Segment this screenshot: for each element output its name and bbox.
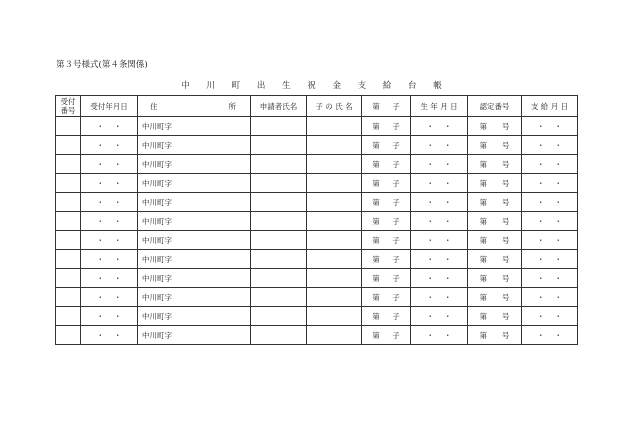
receipt-number-cell[interactable] xyxy=(56,117,81,136)
applicant-name-cell[interactable] xyxy=(251,212,307,231)
child-name-cell[interactable] xyxy=(307,250,362,269)
payment-date-cell[interactable]: ・・ xyxy=(522,136,578,155)
birth-order-cell[interactable]: 第 子 xyxy=(362,231,411,250)
address-cell[interactable]: 中川町字 xyxy=(138,117,251,136)
receipt-number-cell[interactable] xyxy=(56,269,81,288)
ledger-row xyxy=(56,212,578,231)
header-receipt-date: 受付年月日 xyxy=(81,96,138,117)
header-row xyxy=(56,96,578,117)
address-cell[interactable]: 中川町字 xyxy=(138,250,251,269)
child-name-cell[interactable] xyxy=(307,307,362,326)
receipt-number-cell[interactable] xyxy=(56,155,81,174)
birth-order-cell[interactable]: 第 子 xyxy=(362,136,411,155)
child-name-cell[interactable] xyxy=(307,212,362,231)
receipt-date-cell[interactable]: ・・ xyxy=(81,250,138,269)
approval-number-cell[interactable]: 第 号 xyxy=(468,288,522,307)
approval-number-cell[interactable]: 第 号 xyxy=(468,212,522,231)
birth-order-cell[interactable]: 第 子 xyxy=(362,193,411,212)
birth-date-cell[interactable]: ・・ xyxy=(411,250,468,269)
receipt-date-cell[interactable]: ・・ xyxy=(81,288,138,307)
birth-date-cell[interactable]: ・・ xyxy=(411,155,468,174)
approval-number-cell[interactable]: 第 号 xyxy=(468,326,522,345)
ledger-row xyxy=(56,155,578,174)
ledger-row xyxy=(56,288,578,307)
payment-date-cell[interactable]: ・・ xyxy=(522,307,578,326)
child-name-cell[interactable] xyxy=(307,193,362,212)
ledger-row xyxy=(56,136,578,155)
ledger-row xyxy=(56,269,578,288)
receipt-number-cell[interactable] xyxy=(56,174,81,193)
address-cell[interactable]: 中川町字 xyxy=(138,193,251,212)
header-applicant-name: 申請者氏名 xyxy=(251,96,307,117)
header-birth-date: 生 年 月 日 xyxy=(411,96,468,117)
ledger-table xyxy=(55,95,578,345)
ledger-row xyxy=(56,231,578,250)
form-number: 第３号様式(第４条関係) xyxy=(56,60,148,70)
birth-date-cell[interactable]: ・・ xyxy=(411,307,468,326)
header-birth-order xyxy=(362,96,411,117)
approval-number-cell[interactable]: 第 号 xyxy=(468,231,522,250)
payment-date-cell[interactable]: ・・ xyxy=(522,326,578,345)
receipt-number-cell[interactable] xyxy=(56,193,81,212)
receipt-number-cell[interactable] xyxy=(56,307,81,326)
applicant-name-cell[interactable] xyxy=(251,288,307,307)
approval-number-cell[interactable]: 第 号 xyxy=(468,307,522,326)
applicant-name-cell[interactable] xyxy=(251,307,307,326)
birth-date-cell[interactable]: ・・ xyxy=(411,269,468,288)
ledger-body xyxy=(56,117,578,345)
payment-date-cell[interactable]: ・・ xyxy=(522,212,578,231)
birth-order-cell[interactable]: 第 子 xyxy=(362,212,411,231)
birth-date-cell[interactable]: ・・ xyxy=(411,136,468,155)
payment-date-cell[interactable]: ・・ xyxy=(522,155,578,174)
approval-number-cell[interactable]: 第 号 xyxy=(468,269,522,288)
receipt-date-cell[interactable]: ・・ xyxy=(81,231,138,250)
receipt-number-cell[interactable] xyxy=(56,326,81,345)
birth-date-cell[interactable]: ・・ xyxy=(411,288,468,307)
applicant-name-cell[interactable] xyxy=(251,250,307,269)
receipt-date-cell[interactable]: ・・ xyxy=(81,212,138,231)
header-approval-number: 認定番号 xyxy=(468,96,522,117)
child-name-cell[interactable] xyxy=(307,155,362,174)
payment-date-cell[interactable]: ・・ xyxy=(522,174,578,193)
child-name-cell[interactable] xyxy=(307,288,362,307)
ledger-row xyxy=(56,117,578,136)
header-address xyxy=(138,96,251,117)
payment-date-cell[interactable]: ・・ xyxy=(522,193,578,212)
header-receipt-number-line2: 番号 xyxy=(60,106,76,115)
receipt-number-cell[interactable] xyxy=(56,212,81,231)
applicant-name-cell[interactable] xyxy=(251,117,307,136)
header-payment-date: 支 給 月 日 xyxy=(522,96,578,117)
payment-date-cell[interactable]: ・・ xyxy=(522,250,578,269)
header-address-part2: 所 xyxy=(228,101,236,111)
ledger-row xyxy=(56,250,578,269)
payment-date-cell[interactable]: ・・ xyxy=(522,269,578,288)
birth-date-cell[interactable]: ・・ xyxy=(411,212,468,231)
birth-order-cell[interactable]: 第 子 xyxy=(362,326,411,345)
payment-date-cell[interactable]: ・・ xyxy=(522,117,578,136)
receipt-date-cell[interactable]: ・・ xyxy=(81,193,138,212)
applicant-name-cell[interactable] xyxy=(251,269,307,288)
child-name-cell[interactable] xyxy=(307,326,362,345)
birth-order-cell[interactable]: 第 子 xyxy=(362,155,411,174)
applicant-name-cell[interactable] xyxy=(251,326,307,345)
child-name-cell[interactable] xyxy=(307,269,362,288)
address-cell[interactable]: 中川町字 xyxy=(138,212,251,231)
address-cell[interactable]: 中川町字 xyxy=(138,174,251,193)
header-child-name: 子 の 氏 名 xyxy=(307,96,362,117)
applicant-name-cell[interactable] xyxy=(251,155,307,174)
receipt-date-cell[interactable]: ・・ xyxy=(81,174,138,193)
birth-date-cell[interactable]: ・・ xyxy=(411,193,468,212)
applicant-name-cell[interactable] xyxy=(251,231,307,250)
receipt-number-cell[interactable] xyxy=(56,250,81,269)
birth-order-cell[interactable]: 第 子 xyxy=(362,288,411,307)
receipt-number-cell[interactable] xyxy=(56,136,81,155)
receipt-number-cell[interactable] xyxy=(56,231,81,250)
birth-date-cell[interactable]: ・・ xyxy=(411,231,468,250)
header-birth-order-part1: 第 xyxy=(372,101,380,111)
approval-number-cell[interactable]: 第 号 xyxy=(468,174,522,193)
ledger-row xyxy=(56,174,578,193)
applicant-name-cell[interactable] xyxy=(251,193,307,212)
address-cell[interactable]: 中川町字 xyxy=(138,231,251,250)
child-name-cell[interactable] xyxy=(307,136,362,155)
applicant-name-cell[interactable] xyxy=(251,174,307,193)
child-name-cell[interactable] xyxy=(307,231,362,250)
receipt-date-cell[interactable]: ・・ xyxy=(81,326,138,345)
address-cell[interactable]: 中川町字 xyxy=(138,288,251,307)
ledger-title: 中 川 町 出 生 祝 金 支 給 台 帳 xyxy=(181,81,449,91)
birth-order-cell[interactable]: 第 子 xyxy=(362,269,411,288)
header-receipt-number-line1: 受付 xyxy=(60,97,76,106)
approval-number-cell[interactable]: 第 号 xyxy=(468,193,522,212)
payment-date-cell[interactable]: ・・ xyxy=(522,231,578,250)
approval-number-cell[interactable]: 第 号 xyxy=(468,136,522,155)
approval-number-cell[interactable]: 第 号 xyxy=(468,117,522,136)
payment-date-cell[interactable]: ・・ xyxy=(522,288,578,307)
address-cell[interactable]: 中川町字 xyxy=(138,307,251,326)
receipt-date-cell[interactable]: ・・ xyxy=(81,307,138,326)
receipt-date-cell[interactable]: ・・ xyxy=(81,117,138,136)
birth-order-cell[interactable]: 第 子 xyxy=(362,250,411,269)
birth-order-cell[interactable]: 第 子 xyxy=(362,117,411,136)
approval-number-cell[interactable]: 第 号 xyxy=(468,250,522,269)
approval-number-cell[interactable]: 第 号 xyxy=(468,155,522,174)
header-address-part1: 住 xyxy=(150,101,158,111)
receipt-date-cell[interactable]: ・・ xyxy=(81,136,138,155)
birth-date-cell[interactable]: ・・ xyxy=(411,174,468,193)
birth-date-cell[interactable]: ・・ xyxy=(411,117,468,136)
ledger-row xyxy=(56,307,578,326)
child-name-cell[interactable] xyxy=(307,117,362,136)
birth-date-cell[interactable]: ・・ xyxy=(411,326,468,345)
child-name-cell[interactable] xyxy=(307,174,362,193)
address-cell[interactable]: 中川町字 xyxy=(138,326,251,345)
receipt-number-cell[interactable] xyxy=(56,288,81,307)
ledger-row xyxy=(56,193,578,212)
address-cell[interactable]: 中川町字 xyxy=(138,136,251,155)
address-cell[interactable]: 中川町字 xyxy=(138,155,251,174)
header-birth-order-part2: 子 xyxy=(392,101,400,111)
birth-order-cell[interactable]: 第 子 xyxy=(362,307,411,326)
applicant-name-cell[interactable] xyxy=(251,136,307,155)
address-cell[interactable]: 中川町字 xyxy=(138,269,251,288)
receipt-date-cell[interactable]: ・・ xyxy=(81,269,138,288)
ledger-row xyxy=(56,326,578,345)
birth-order-cell[interactable]: 第 子 xyxy=(362,174,411,193)
header-receipt-number xyxy=(56,96,81,117)
receipt-date-cell[interactable]: ・・ xyxy=(81,155,138,174)
